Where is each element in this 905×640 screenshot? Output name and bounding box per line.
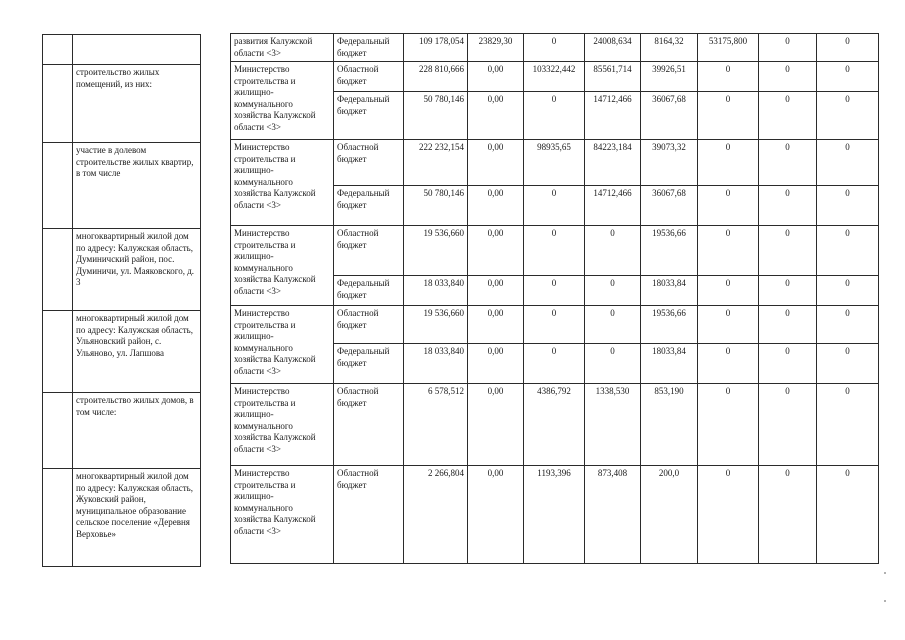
value-cell: 0	[698, 226, 759, 276]
value-cell: 0,00	[468, 92, 524, 140]
value-cell: 19536,66	[641, 226, 698, 276]
table-row	[231, 384, 879, 466]
value-cell: 50 780,146	[404, 92, 468, 140]
left-index-cell	[43, 393, 73, 469]
value-cell: 0	[759, 34, 817, 62]
value-cell: 0	[524, 344, 585, 384]
value-cell: 0	[698, 344, 759, 384]
left-index-cell	[43, 35, 73, 65]
right-table	[230, 33, 879, 564]
left-desc-cell	[73, 35, 201, 65]
left-desc-cell: участие в долевом строительстве жилых квартир, в том числе	[73, 143, 201, 229]
value-cell: 19 536,660	[404, 226, 468, 276]
value-cell: 4386,792	[524, 384, 585, 466]
value-cell: 103322,442	[524, 62, 585, 92]
value-cell: 0	[817, 226, 879, 276]
value-cell: 0	[759, 384, 817, 466]
value-cell: 24008,634	[585, 34, 641, 62]
executor-cell: Министерство строительства и жилищно-коммунального хозяйства Калужской области <3>	[231, 306, 334, 384]
value-cell: 0	[698, 384, 759, 466]
value-cell: 0,00	[468, 140, 524, 186]
table-row	[231, 34, 879, 62]
executor-cell: Министерство строительства и жилищно-коммунального хозяйства Калужской области <3>	[231, 384, 334, 466]
value-cell: 0	[759, 62, 817, 92]
scan-speck	[884, 600, 886, 602]
value-cell: 0	[817, 140, 879, 186]
source-cell: Федеральный бюджет	[334, 186, 404, 226]
value-cell: 8164,32	[641, 34, 698, 62]
value-cell: 222 232,154	[404, 140, 468, 186]
left-index-cell	[43, 143, 73, 229]
value-cell: 98935,65	[524, 140, 585, 186]
value-cell: 0	[759, 140, 817, 186]
value-cell: 14712,466	[585, 186, 641, 226]
value-cell: 0,00	[468, 466, 524, 564]
value-cell: 18 033,840	[404, 276, 468, 306]
value-cell: 0	[817, 34, 879, 62]
left-row	[43, 469, 201, 567]
value-cell: 14712,466	[585, 92, 641, 140]
value-cell: 0	[698, 62, 759, 92]
value-cell: 0,00	[468, 186, 524, 226]
source-cell: Областной бюджет	[334, 306, 404, 344]
value-cell: 36067,68	[641, 186, 698, 226]
value-cell: 0	[817, 344, 879, 384]
value-cell: 39073,32	[641, 140, 698, 186]
executor-cell: Министерство строительства и жилищно-коммунального хозяйства Калужской области <3>	[231, 226, 334, 306]
value-cell: 0	[759, 306, 817, 344]
value-cell: 0,00	[468, 226, 524, 276]
value-cell: 36067,68	[641, 92, 698, 140]
value-cell: 0	[524, 34, 585, 62]
value-cell: 0	[524, 226, 585, 276]
left-row	[43, 393, 201, 469]
source-cell: Областной бюджет	[334, 384, 404, 466]
value-cell: 39926,51	[641, 62, 698, 92]
value-cell: 0	[585, 276, 641, 306]
value-cell: 0	[759, 226, 817, 276]
executor-cell: Министерство строительства и жилищно-коммунального хозяйства Калужской области <3>	[231, 62, 334, 140]
value-cell: 0	[759, 92, 817, 140]
value-cell: 0	[698, 92, 759, 140]
value-cell: 18033,84	[641, 276, 698, 306]
value-cell: 0	[759, 276, 817, 306]
value-cell: 0	[585, 226, 641, 276]
source-cell: Областной бюджет	[334, 466, 404, 564]
source-cell: Областной бюджет	[334, 140, 404, 186]
left-desc-cell: строительство жилых домов, в том числе:	[73, 393, 201, 469]
value-cell: 0,00	[468, 344, 524, 384]
value-cell: 0	[585, 306, 641, 344]
value-cell: 109 178,054	[404, 34, 468, 62]
scan-speck	[884, 572, 886, 574]
executor-cell: развития Калужской области <3>	[231, 34, 334, 62]
value-cell: 19536,66	[641, 306, 698, 344]
left-row	[43, 35, 201, 65]
source-cell: Федеральный бюджет	[334, 34, 404, 62]
value-cell: 19 536,660	[404, 306, 468, 344]
value-cell: 6 578,512	[404, 384, 468, 466]
value-cell: 0,00	[468, 384, 524, 466]
value-cell: 0	[698, 306, 759, 344]
value-cell: 0	[817, 384, 879, 466]
value-cell: 84223,184	[585, 140, 641, 186]
value-cell: 0	[524, 186, 585, 226]
left-desc-cell: многоквартирный жилой дом по адресу: Калужская область, Думиничский район, пос. Думиничи, ул. Маяковского, д. 3	[73, 229, 201, 311]
value-cell: 0	[698, 466, 759, 564]
executor-cell: Министерство строительства и жилищно-коммунального хозяйства Калужской области <3>	[231, 140, 334, 226]
value-cell: 0	[817, 466, 879, 564]
table-row	[231, 62, 879, 92]
source-cell: Федеральный бюджет	[334, 92, 404, 140]
left-index-cell	[43, 229, 73, 311]
value-cell: 0,00	[468, 306, 524, 344]
value-cell: 53175,800	[698, 34, 759, 62]
source-cell: Областной бюджет	[334, 226, 404, 276]
value-cell: 85561,714	[585, 62, 641, 92]
value-cell: 50 780,146	[404, 186, 468, 226]
value-cell: 0,00	[468, 276, 524, 306]
value-cell: 23829,30	[468, 34, 524, 62]
left-index-cell	[43, 65, 73, 143]
value-cell: 0	[759, 344, 817, 384]
value-cell: 0	[759, 466, 817, 564]
value-cell: 0	[698, 140, 759, 186]
value-cell: 228 810,666	[404, 62, 468, 92]
source-cell: Федеральный бюджет	[334, 276, 404, 306]
value-cell: 0	[524, 306, 585, 344]
value-cell: 0	[817, 62, 879, 92]
value-cell: 18033,84	[641, 344, 698, 384]
value-cell: 0	[817, 186, 879, 226]
left-row	[43, 65, 201, 143]
table-row	[231, 306, 879, 344]
left-desc-cell: строительство жилых помещений, из них:	[73, 65, 201, 143]
value-cell: 0	[524, 92, 585, 140]
value-cell: 0,00	[468, 62, 524, 92]
left-table	[42, 34, 201, 567]
source-cell: Федеральный бюджет	[334, 344, 404, 384]
value-cell: 853,190	[641, 384, 698, 466]
value-cell: 0	[698, 276, 759, 306]
value-cell: 1193,396	[524, 466, 585, 564]
value-cell: 0	[524, 276, 585, 306]
left-row	[43, 143, 201, 229]
left-row	[43, 229, 201, 311]
table-row	[231, 140, 879, 186]
left-row	[43, 311, 201, 393]
value-cell: 0	[817, 92, 879, 140]
left-index-cell	[43, 469, 73, 567]
value-cell: 0	[817, 276, 879, 306]
left-desc-cell: многоквартирный жилой дом по адресу: Калужская область, Ульяновский район, с. Ульяново, ул. Лапшова	[73, 311, 201, 393]
value-cell: 2 266,804	[404, 466, 468, 564]
table-row	[231, 226, 879, 276]
value-cell: 200,0	[641, 466, 698, 564]
value-cell: 873,408	[585, 466, 641, 564]
value-cell: 18 033,840	[404, 344, 468, 384]
value-cell: 0	[817, 306, 879, 344]
left-desc-cell: многоквартирный жилой дом по адресу: Калужская область, Жуковский район, муниципальное образование сельское поселение «Деревня Верховье»	[73, 469, 201, 567]
source-cell: Областной бюджет	[334, 62, 404, 92]
value-cell: 0	[759, 186, 817, 226]
executor-cell: Министерство строительства и жилищно-коммунального хозяйства Калужской области <3>	[231, 466, 334, 564]
value-cell: 1338,530	[585, 384, 641, 466]
left-index-cell	[43, 311, 73, 393]
value-cell: 0	[698, 186, 759, 226]
table-row	[231, 466, 879, 564]
value-cell: 0	[585, 344, 641, 384]
